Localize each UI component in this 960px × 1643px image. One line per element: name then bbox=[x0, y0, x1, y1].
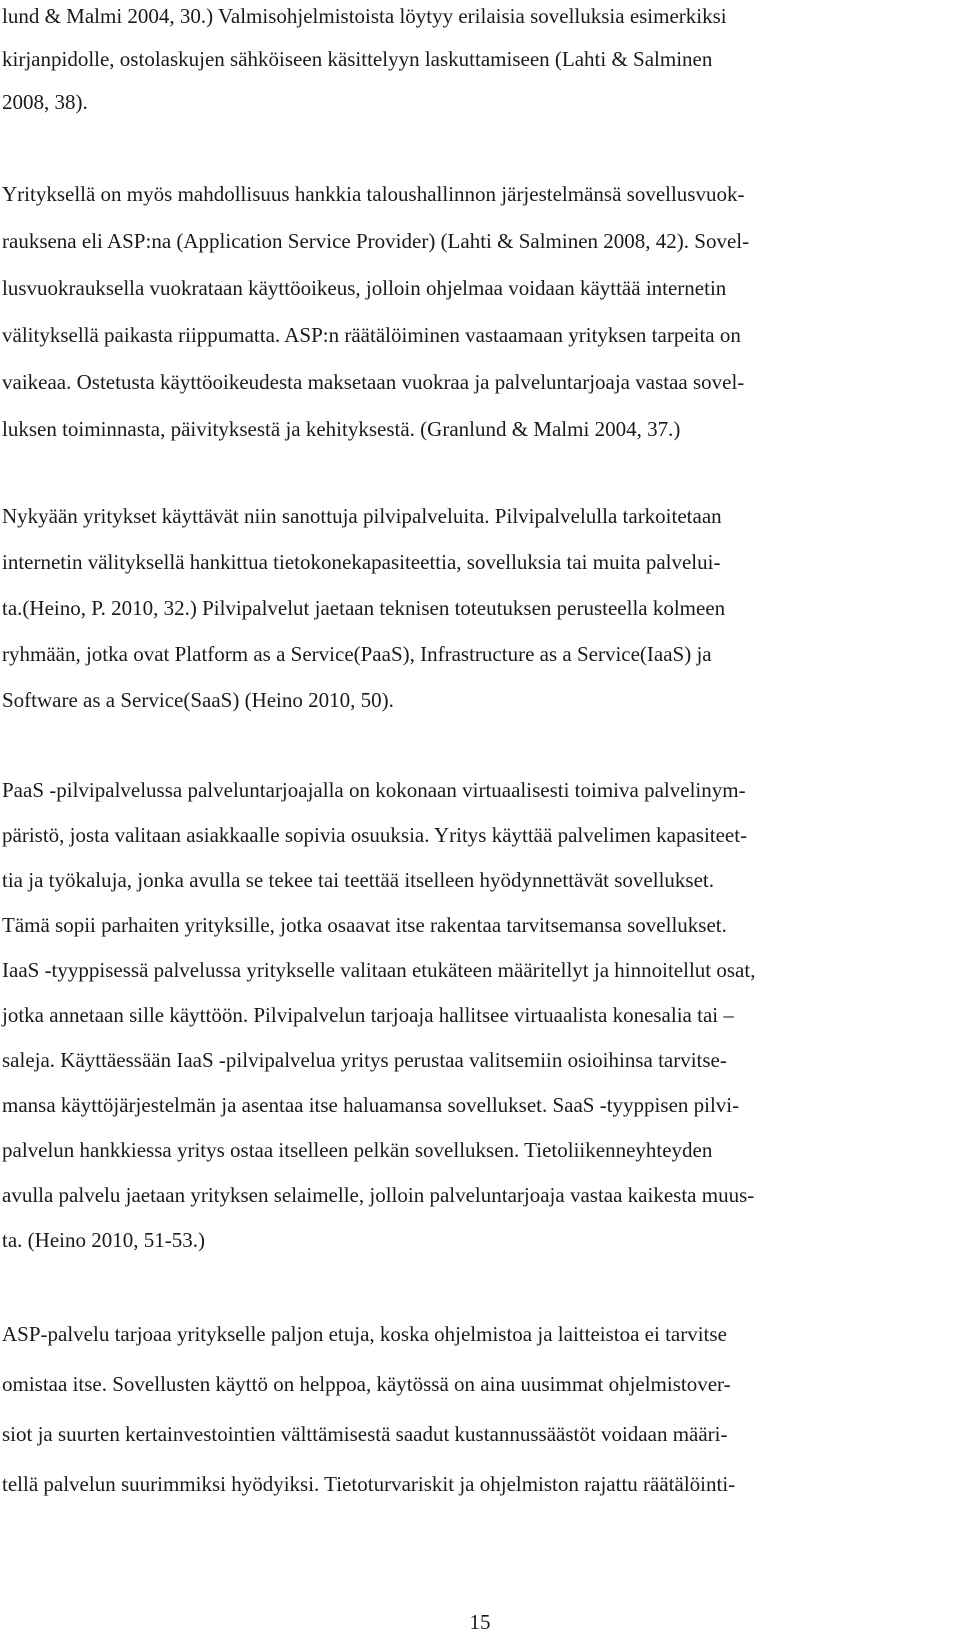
text-line: rauksena eli ASP:na (Application Service Provider) (Lahti & Salminen 2008, 42). Sovel- bbox=[2, 229, 750, 253]
text-line: omistaa itse. Sovellusten käyttö on helppoa, käytössä on aina uusimmat ohjelmistover- bbox=[2, 1372, 731, 1396]
text-line: kirjanpidolle, ostolaskujen sähköiseen käsittelyyn laskuttamiseen (Lahti & Salminen bbox=[2, 47, 713, 71]
text-line: Tämä sopii parhaiten yrityksille, jotka osaavat itse rakentaa tarvitsemansa sovellukset. bbox=[2, 913, 727, 937]
page-number: 15 bbox=[469, 1610, 491, 1634]
text-line: IaaS -tyyppisessä palvelussa yritykselle valitaan etukäteen määritellyt ja hinnoitellut osat, bbox=[2, 958, 756, 982]
text-line: 2008, 38). bbox=[2, 90, 88, 114]
text-line: ta.(Heino, P. 2010, 32.) Pilvipalvelut jaetaan teknisen toteutuksen perusteella kolmeen bbox=[2, 596, 726, 620]
text-line: lusvuokrauksella vuokrataan käyttöoikeus, jolloin ohjelmaa voidaan käyttää internetin bbox=[2, 276, 727, 300]
text-line: luksen toiminnasta, päivityksestä ja kehityksestä. (Granlund & Malmi 2004, 37.) bbox=[2, 417, 681, 441]
text-line: Yrityksellä on myös mahdollisuus hankkia taloushallinnon järjestelmänsä sovellusvuok- bbox=[2, 182, 745, 206]
text-line: jotka annetaan sille käyttöön. Pilvipalvelun tarjoaja hallitsee virtuaalista konesalia tai – bbox=[2, 1003, 734, 1027]
text-line: vaikeaa. Ostetusta käyttöoikeudesta maksetaan vuokraa ja palveluntarjoaja vastaa sovel- bbox=[2, 370, 745, 394]
text-line: lund & Malmi 2004, 30.) Valmisohjelmistoista löytyy erilaisia sovelluksia esimerkiksi bbox=[2, 4, 727, 28]
text-line: avulla palvelu jaetaan yrityksen selaimelle, jolloin palveluntarjoaja vastaa kaikesta muus- bbox=[2, 1183, 755, 1207]
text-line: Software as a Service(SaaS) (Heino 2010, 50). bbox=[2, 688, 394, 712]
text-line: ryhmään, jotka ovat Platform as a Service(PaaS), Infrastructure as a Service(IaaS) ja bbox=[2, 642, 712, 666]
text-line: PaaS -pilvipalvelussa palveluntarjoajalla on kokonaan virtuaalisesti toimiva palvelinym- bbox=[2, 778, 746, 802]
text-line: tellä palvelun suurimmiksi hyödyiksi. Tietoturvariskit ja ohjelmiston rajattu räätälöinti- bbox=[2, 1472, 736, 1496]
text-line: ASP-palvelu tarjoaa yritykselle paljon etuja, koska ohjelmistoa ja laitteistoa ei tarvitse bbox=[2, 1322, 727, 1346]
text-line: siot ja suurten kertainvestointien välttämisestä saadut kustannussäästöt voidaan määri- bbox=[2, 1422, 728, 1446]
text-line: tia ja työkaluja, jonka avulla se tekee tai teettää itselleen hyödynnettävät sovellukset. bbox=[2, 868, 715, 892]
text-line: saleja. Käyttäessään IaaS -pilvipalvelua yritys perustaa valitsemiin osioihinsa tarvitse- bbox=[2, 1048, 727, 1072]
text-line: ta. (Heino 2010, 51-53.) bbox=[2, 1228, 205, 1252]
text-line: välityksellä paikasta riippumatta. ASP:n räätälöiminen vastaamaan yrityksen tarpeita on bbox=[2, 323, 741, 347]
text-line: Nykyään yritykset käyttävät niin sanottuja pilvipalveluita. Pilvipalvelulla tarkoitetaan bbox=[2, 504, 722, 528]
text-line: päristö, josta valitaan asiakkaalle sopivia osuuksia. Yritys käyttää palvelimen kapasiteet- bbox=[2, 823, 748, 847]
text-line: mansa käyttöjärjestelmän ja asentaa itse haluamansa sovellukset. SaaS -tyyppisen pilvi- bbox=[2, 1093, 740, 1117]
text-line: palvelun hankkiessa yritys ostaa itselleen pelkän sovelluksen. Tietoliikenneyhteyden bbox=[2, 1138, 713, 1162]
text-line: internetin välityksellä hankittua tietokonekapasiteettia, sovelluksia tai muita palvelui- bbox=[2, 550, 721, 574]
